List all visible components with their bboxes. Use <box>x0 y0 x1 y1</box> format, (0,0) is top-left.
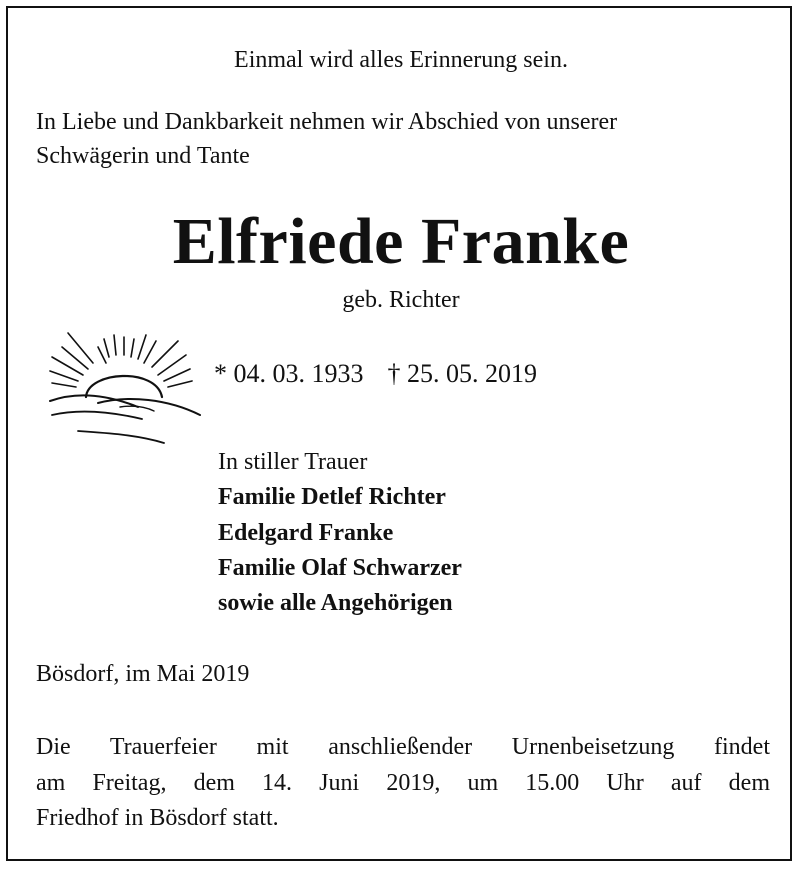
funeral-line-3: Friedhof in Bösdorf statt. <box>36 805 279 831</box>
mourner-2: Edelgard Franke <box>218 520 394 546</box>
mourners-heading: In stiller Trauer <box>218 449 368 475</box>
maiden-name: geb. Richter <box>342 287 460 313</box>
motto: Einmal wird alles Erinnerung sein. <box>234 47 568 73</box>
intro-line-1: In Liebe und Dankbarkeit nehmen wir Abschied von unserer <box>36 109 618 135</box>
funeral-line-2: am Freitag, dem 14. Juni 2019, um 15.00 Uhr auf dem <box>36 770 770 796</box>
setting-sun-icon <box>38 311 206 445</box>
mourner-3: Familie Olaf Schwarzer <box>218 555 462 581</box>
deceased-name: Elfriede Franke <box>172 205 630 278</box>
life-dates <box>214 358 537 390</box>
mourner-4: sowie alle Angehörigen <box>218 590 453 616</box>
obituary-frame <box>6 6 792 861</box>
mourner-1: Familie Detlef Richter <box>218 484 446 510</box>
death-date: † 25. 05. 2019 <box>387 359 537 388</box>
intro-line-2: Schwägerin und Tante <box>36 143 250 169</box>
birth-date: * 04. 03. 1933 <box>214 359 364 388</box>
place-date: Bösdorf, im Mai 2019 <box>36 661 250 687</box>
funeral-line-1: Die Trauerfeier mit anschließender Urnenbeisetzung findet <box>36 734 770 760</box>
